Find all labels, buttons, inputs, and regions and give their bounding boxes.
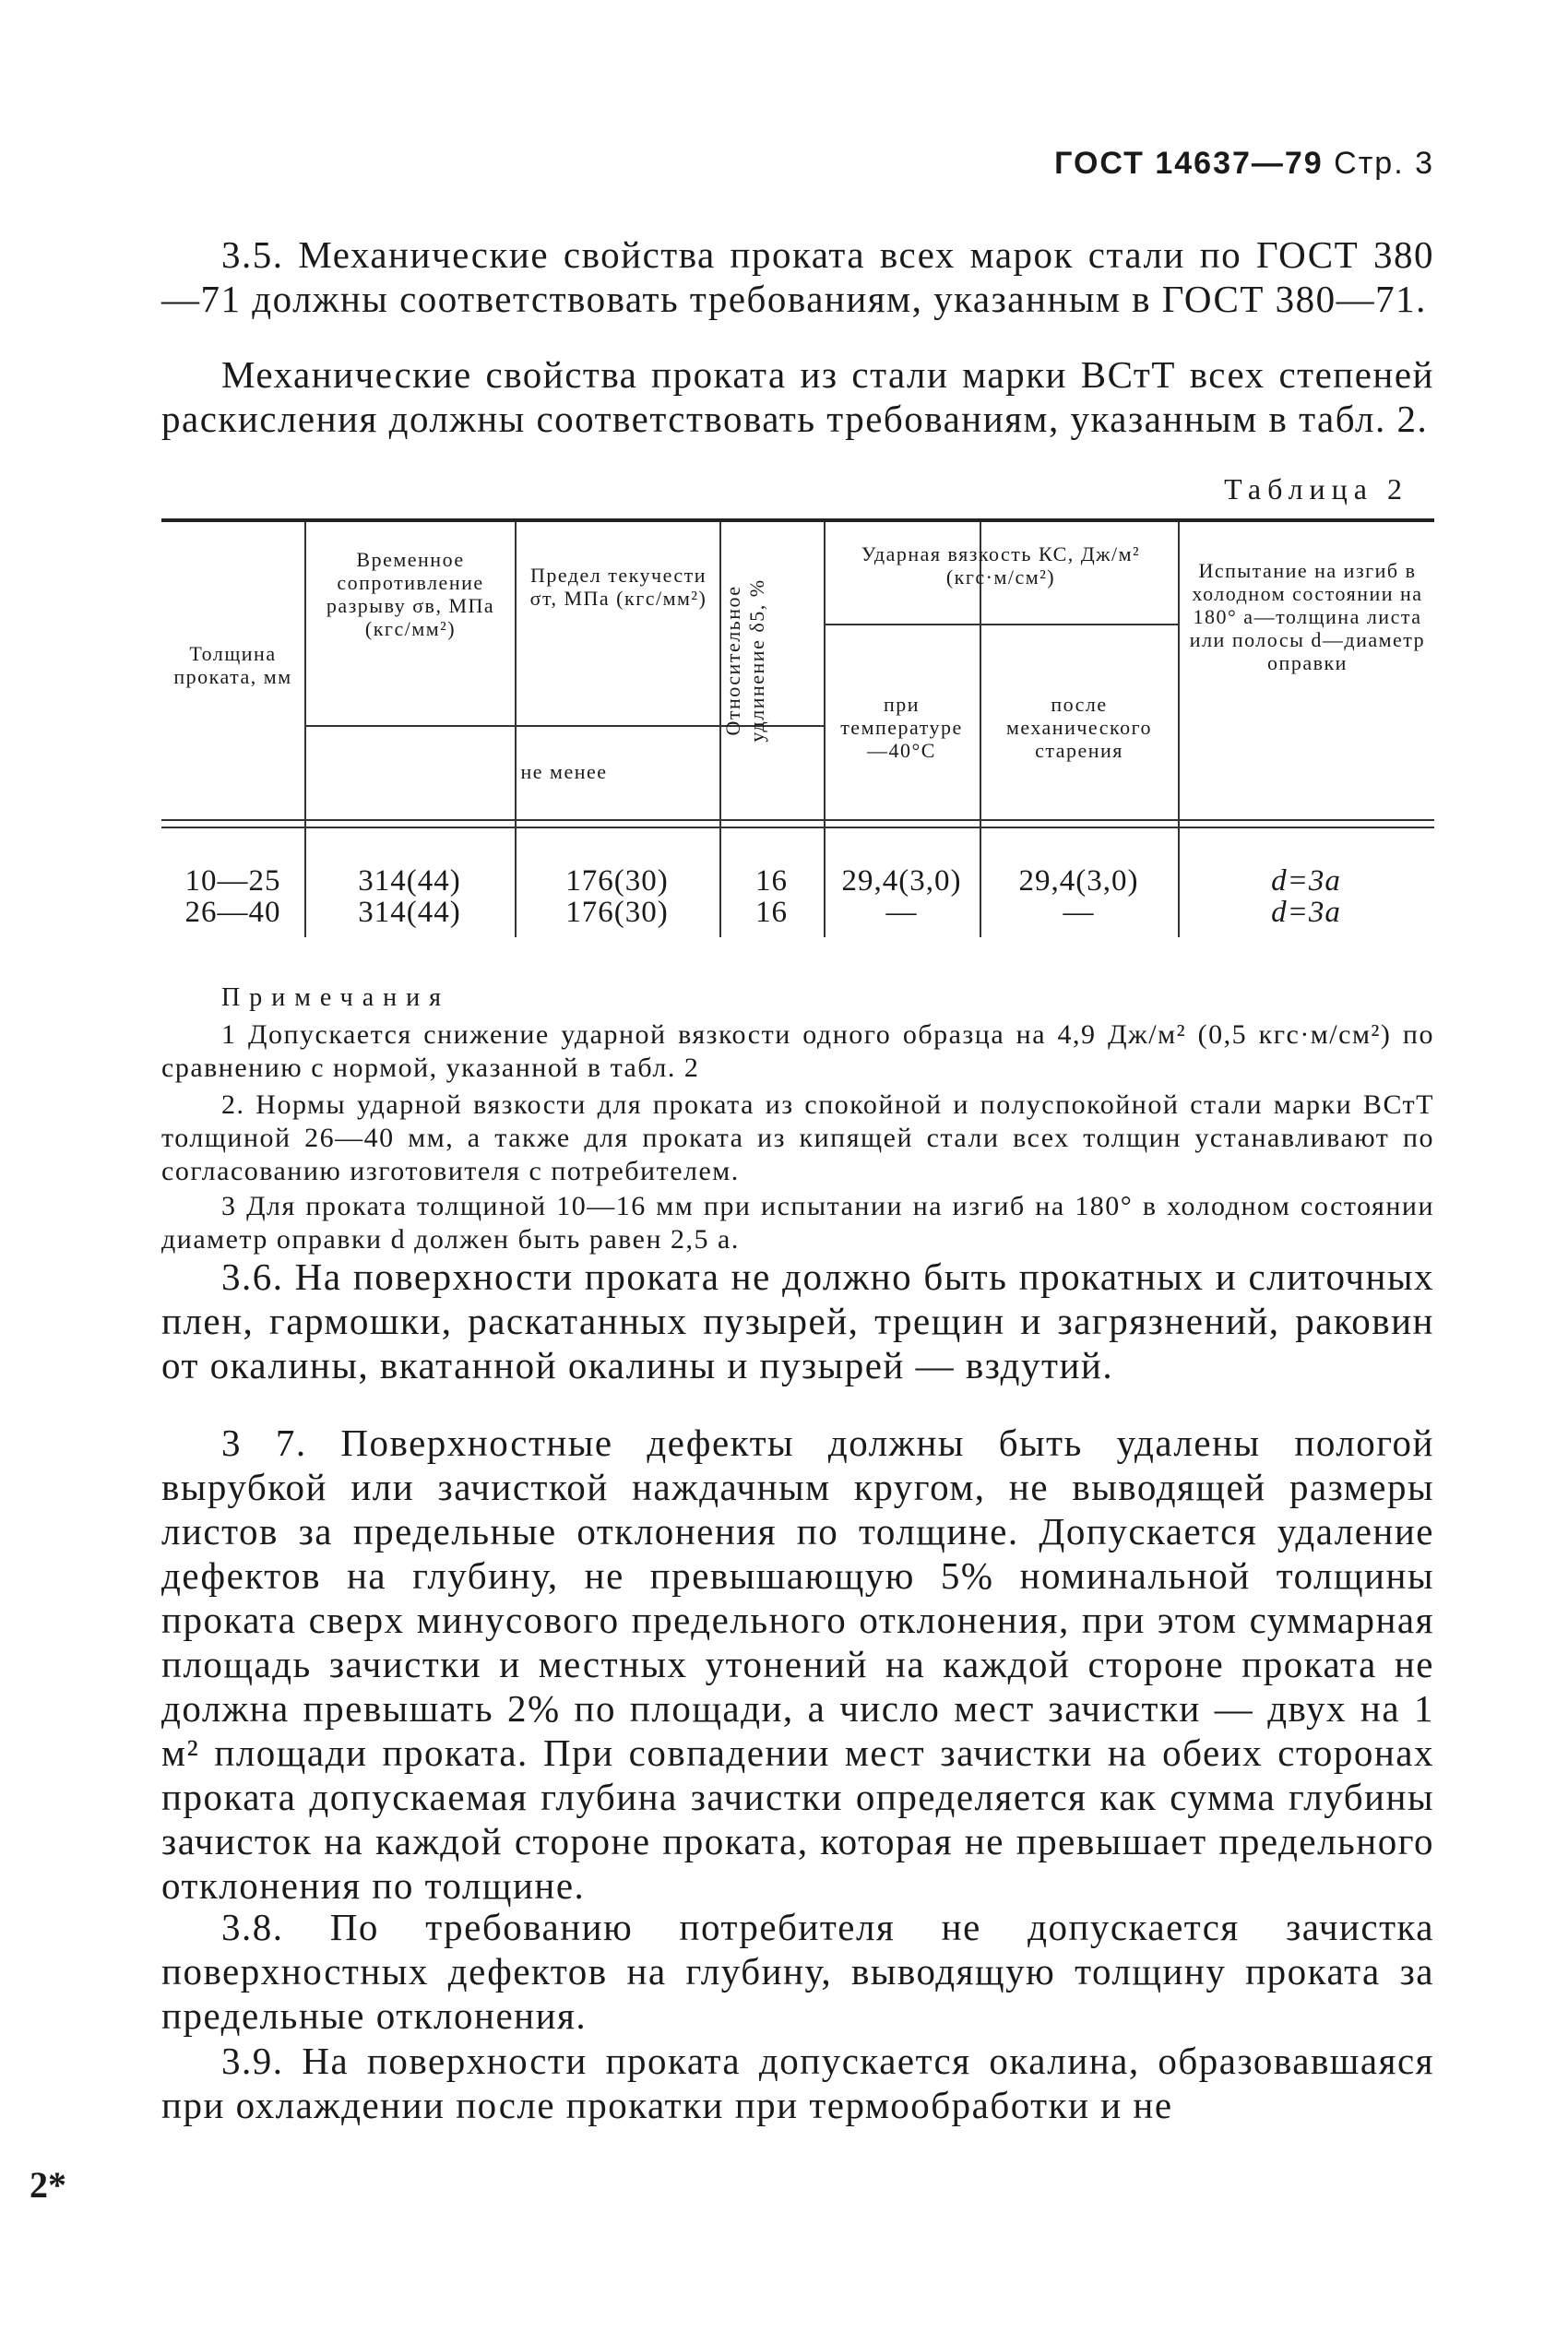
cell-impact-temp: —: [885, 896, 918, 929]
header-impact-aged: после механического старения: [1005, 693, 1153, 762]
cell-thickness: 10—25: [184, 864, 281, 898]
cell-bend: d=3a: [1271, 864, 1341, 898]
paragraph-3-5: 3.5. Механические свойства проката всех марок стали по ГОСТ 380—71 должны соответствовать требованиям, указанным в ГОСТ 380—71.: [161, 233, 1434, 320]
gost-number: ГОСТ 14637—79: [1054, 146, 1324, 181]
mechanical-properties-table: [161, 518, 1434, 937]
header-thickness: Толщина проката, мм: [173, 642, 292, 688]
cell-thickness: 26—40: [184, 896, 281, 929]
paragraph-3-8: 3.8. По требованию потребителя не допускается зачистка поверхностных дефектов на глубину, выводящую толщину проката за предельные отклонения.: [161, 1906, 1434, 2037]
paragraph-3-6: 3.6. На поверхности проката не должно быть прокатных и слиточных плен, гармошки, раскатанных пузырей, трещин и загрязнений, раковин от окалины, вкатанной окалины и пузырей — вздутий.: [161, 1255, 1434, 1386]
cell-impact-temp: 29,4(3,0): [841, 864, 962, 898]
note-3: 3 Для проката толщиной 10—16 мм при испытании на изгиб на 180° в холодном состоянии диаметр оправки d должен быть равен 2,5 a.: [161, 1191, 1434, 1255]
paragraph-3-7: 3 7. Поверхностные дефекты должны быть удалены пологой вырубкой или зачисткой наждачным кругом, не выводящей размеры листов за предельные отклонения по толщине. Допускается удаление дефектов на глубину, не превышающую 5% номинальной толщины проката сверх минусового предельного отклонения, при этом суммарная площадь зачистки и местных утонений на каждой стороне проката не должна превышать 2% по площади, а число мест зачистки — двух на 1 м² площади проката. При совпадении мест зачистки на обеих сторонах проката допускаемая глубина зачистки определяется как сумма глубины зачисток на каждой стороне проката, которая не превышает предельного отклонения по толщине.: [161, 1422, 1434, 1907]
paragraph-3-9: 3.9. На поверхности проката допускается окалина, образовавшаяся при охлаждении после прокатки при термообработки и не: [161, 2040, 1434, 2126]
cell-bend: d=3a: [1271, 896, 1341, 929]
header-elongation: Относительное удлинение δ5, %: [721, 578, 768, 743]
cell-tensile: 314(44): [358, 864, 461, 898]
table-divider: [161, 819, 1434, 821]
cell-yield: 176(30): [565, 864, 669, 898]
cell-impact-aged: —: [1063, 896, 1095, 929]
cell-elongation: 16: [755, 896, 788, 929]
table-divider: [824, 624, 1178, 625]
notes-title: Примечания: [221, 983, 451, 1012]
signature-mark: 2*: [30, 2164, 66, 2206]
header-impact-temp: при температуре —40°С: [840, 693, 963, 762]
note-2: 2. Нормы ударной вязкости для проката из спокойной и полуспокойной стали марки ВСтТ толщиной 26—40 мм, а также для проката из кипящей стали всех толщин устанавливают по согласованию изготовителя с потребителем.: [161, 1089, 1434, 1186]
header-impact: Ударная вязкость КС, Дж/м² (кгс·м/см²): [861, 542, 1141, 589]
header-bend-test: Испытание на изгиб в холодном состоянии на 180° a—толщина листа или полосы d—диаметр оправки: [1189, 559, 1426, 674]
table-divider: [161, 827, 1434, 828]
table-caption: Таблица 2: [1224, 472, 1408, 506]
cell-elongation: 16: [755, 864, 788, 898]
page-number: Стр. 3: [1334, 146, 1434, 181]
cell-yield: 176(30): [565, 896, 669, 929]
cell-impact-aged: 29,4(3,0): [1018, 864, 1139, 898]
header-not-less: не менее: [520, 760, 608, 783]
paragraph-3-5-cont: Механические свойства проката из стали марки ВСтТ всех степеней раскисления должны соответствовать требованиям, указанным в табл. 2.: [161, 353, 1434, 440]
header-yield: Предел текучести σт, МПа (кгс/мм²): [529, 564, 707, 610]
header-tensile: Временное сопротивление разрыву σв, МПа (кгс/мм²): [326, 548, 495, 640]
note-1: 1 Допускается снижение ударной вязкости одного образца на 4,9 Дж/м² (0,5 кгс·м/см²) по сравнению с нормой, указанной в табл. 2: [161, 1019, 1434, 1083]
cell-tensile: 314(44): [358, 896, 461, 929]
page-header: [1054, 146, 1434, 182]
